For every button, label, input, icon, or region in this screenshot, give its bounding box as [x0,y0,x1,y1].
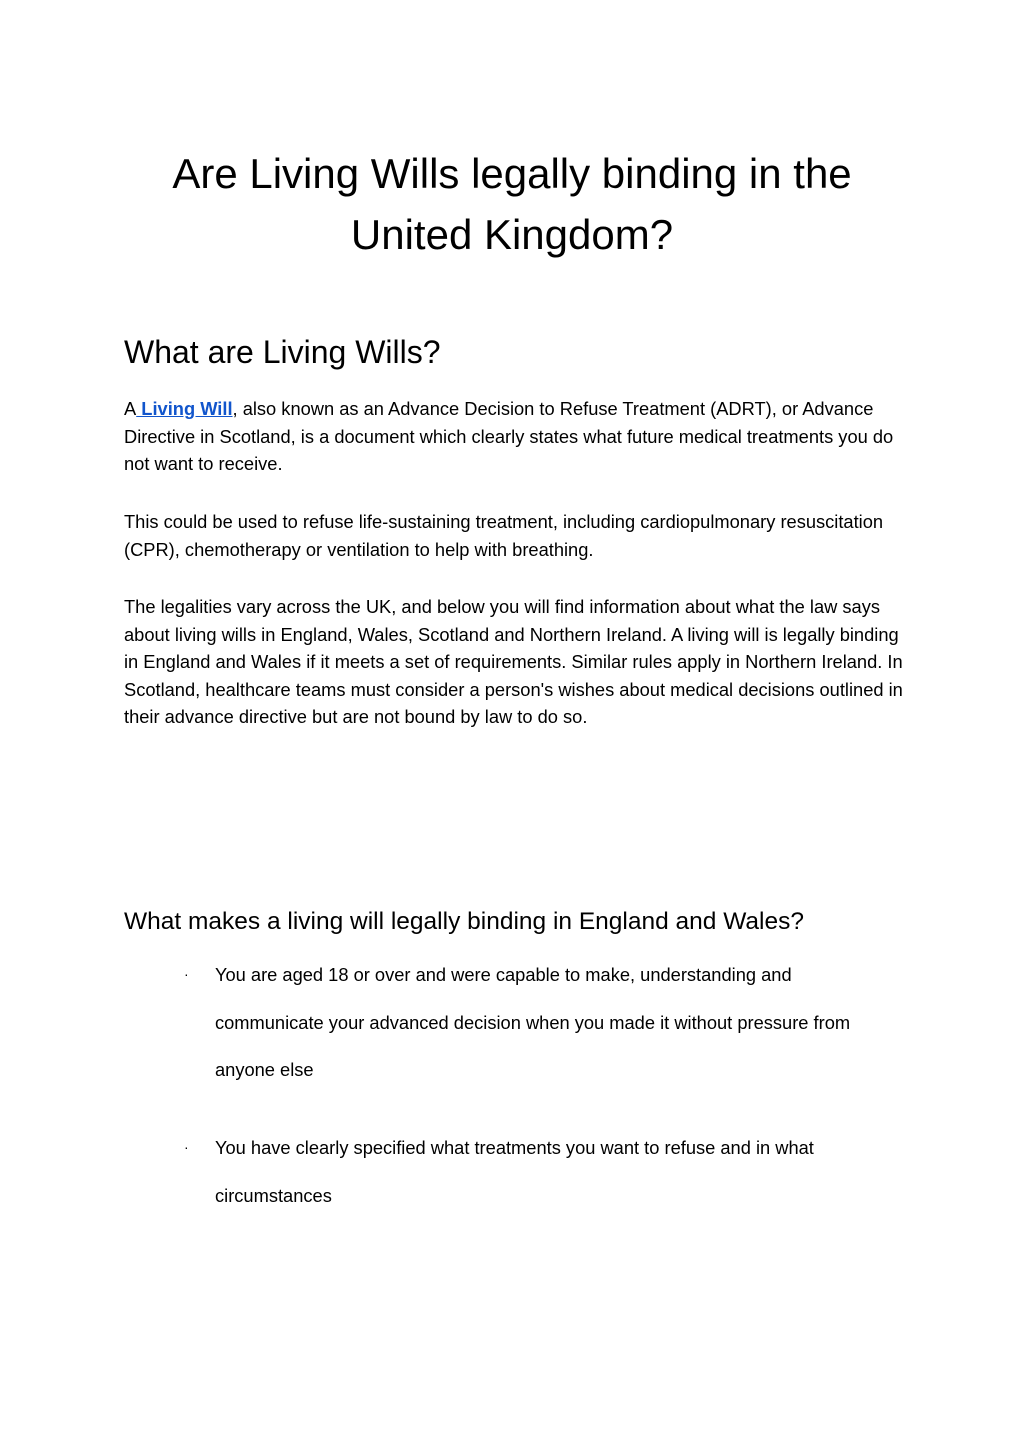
bullet-dot-icon: · [184,966,189,982]
list-item-text: You have clearly specified what treatments you want to refuse and in what circumstances [215,1137,814,1206]
list-item [184,1124,904,1219]
paragraph-definition-prefix: A [124,398,137,419]
list-item-text: You are aged 18 or over and were capable to make, understanding and communicate your advanced decision when you made it without pressure from anyone else [215,964,851,1080]
bullet-dot-icon: · [184,1139,189,1155]
paragraph-legalities: The legalities vary across the UK, and below you will find information about what the law says about living wills in England, Wales, Scotland and Northern Ireland. A living will is legally binding in England and Wales if it meets a set of requirements. Similar rules apply in Northern Ireland. In Scotland, healthcare teams must consider a person's wishes about medical decisions outlined in their advance directive but are not bound by law to do so. [124,596,903,727]
list-item [184,951,904,1094]
section-heading-what-are-living-wills: What are Living Wills? [124,334,441,370]
paragraph-definition-text: , also known as an Advance Decision to Refuse Treatment (ADRT), or Advance Directive in Scotland, is a document which clearly states what future medical treatments you do not want to receive. [124,398,894,474]
document-title: Are Living Wills legally binding in the United Kingdom? [172,150,852,258]
section-heading-legally-binding: What makes a living will legally binding in England and Wales? [124,908,805,935]
paragraph-definition [124,395,904,478]
paragraph-uses: This could be used to refuse life-sustaining treatment, including cardiopulmonary resuscitation (CPR), chemotherapy or ventilation to help with breathing. [124,511,884,560]
living-will-link[interactable]: Living Will [136,398,233,419]
